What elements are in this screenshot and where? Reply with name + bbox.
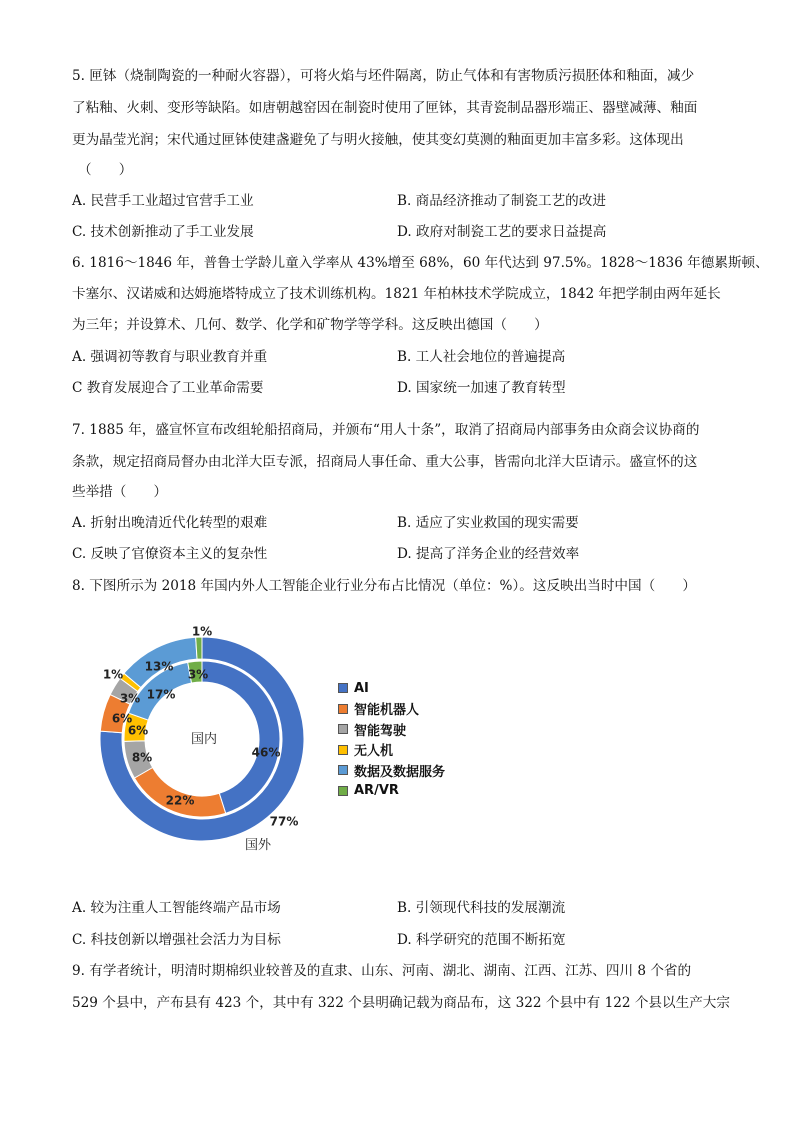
outer-label-ai: 77% [269,814,299,829]
inner-label-ar-vr: 3% [187,667,209,682]
inner-label-data-service: 17% [146,687,176,702]
q8-option-a: A. 较为注重人工智能终端产品市场 [72,900,281,916]
q9-line-1: 9. 有学者统计，明清时期棉织业较普及的直隶、山东、河南、湖北、湖南、江西、江苏、四川 8 个省的 [72,963,692,979]
outer-series-name: 国外 [244,838,272,853]
q9-line-2: 529 个县中，产布县有 423 个，其中有 322 个县明确记载为商品布，这 322 个县中有 122 个县以生产大宗 [72,995,730,1011]
q5-option-a: A. 民营手工业超过官营手工业 [72,193,254,209]
q5-option-d: D. 政府对制瓷工艺的要求日益提高 [397,224,607,240]
q7-line-3: 些举措（ ） [72,484,168,500]
legend-label-robot: 智能机器人 [354,703,420,719]
q6-option-b: B. 工人社会地位的普遍提高 [397,349,566,365]
q7-line-2: 条款，规定招商局督办由北洋大臣专派，招商局人事任命、重大公事，皆需向北洋大臣请示。盛宣怀的这 [72,454,698,470]
q7-option-b: B. 适应了实业救国的现实需要 [397,515,579,531]
q6-option-a: A. 强调初等教育与职业教育并重 [72,349,268,365]
legend-label-data-service: 数据及数据服务 [354,764,446,780]
legend-item-robot [338,699,445,720]
legend-swatch-robot [338,704,348,714]
chart-legend [338,678,445,801]
legend-swatch-data-service [338,765,348,775]
legend-item-drone [338,740,445,761]
q5-line-4: （ ） [78,162,133,178]
legend-item-driving [338,719,445,740]
inner-label-driving: 8% [131,750,153,765]
q8-option-b: B. 引领现代科技的发展潮流 [397,900,566,916]
outer-label-robot: 6% [111,711,133,726]
q7-option-a: A. 折射出晚清近代化转型的艰难 [72,515,268,531]
legend-item-data-service [338,760,445,781]
legend-swatch-driving [338,724,348,734]
q6-line-1: 6. 1816～1846 年，普鲁士学龄儿童入学率从 43%增至 68%，60 年代达到 97.5%。1828～1836 年德累斯顿、 [72,255,769,271]
outer-label-drone: 1% [102,667,124,682]
legend-item-ar-vr [338,781,445,802]
inner-label-ai: 46% [251,745,281,760]
q5-option-b: B. 商品经济推动了制瓷工艺的改进 [397,193,606,209]
q8-option-c: C. 科技创新以增强社会活力为目标 [72,932,281,948]
q7-option-c: C. 反映了官僚资本主义的复杂性 [72,546,268,562]
q8-option-d: D. 科学研究的范围不断拓宽 [397,932,566,948]
q8-line-1: 8. 下图所示为 2018 年国内外人工智能企业行业分布占比情况（单位：%）。这反映出当时中国（ ） [72,578,696,594]
legend-label-drone: 无人机 [354,744,394,760]
inner-series-name: 国内 [190,732,218,747]
legend-label-driving: 智能驾驶 [354,723,407,739]
q7-option-d: D. 提高了洋务企业的经营效率 [397,546,580,562]
q6-line-2: 卡塞尔、汉诺威和达姆施塔特成立了技术训练机构。1821 年柏林技术学院成立，1842 年把学制由两年延长 [72,286,721,302]
legend-swatch-ai [338,683,348,693]
q7-line-1: 7. 1885 年，盛宣怀宣布改组轮船招商局，并颁布“用人十条”，取消了招商局内部事务由众商会议协商的 [72,422,700,438]
inner-label-robot: 22% [165,793,195,808]
q5-option-c: C. 技术创新推动了手工业发展 [72,224,254,240]
q6-option-c: C 教育发展迎合了工业革命需要 [72,380,264,396]
legend-label-ar-vr: AR/VR [354,783,399,799]
outer-label-ar-vr: 1% [191,624,213,639]
q5-line-2: 了粘釉、火刺、变形等缺陷。如唐朝越窑因在制瓷时使用了匣钵，其青瓷制品器形端正、器壁减薄、釉面 [72,100,698,116]
outer-label-data-service: 13% [144,659,174,674]
double-donut-chart [96,615,516,865]
q6-option-d: D. 国家统一加速了教育转型 [397,380,566,396]
q5-line-3: 更为晶莹光润；宋代通过匣钵使建盏避免了与明火接触，使其变幻莫测的釉面更加丰富多彩。这体现出 [72,132,684,148]
q5-line-1: 5. 匣钵（烧制陶瓷的一种耐火容器），可将火焰与坯件隔离，防止气体和有害物质污损胚体和釉面，减少 [72,68,695,84]
inner-label-drone: 6% [127,723,149,738]
outer-label-driving: 3% [119,691,141,706]
legend-swatch-drone [338,745,348,755]
legend-label-ai: AI [354,680,369,696]
legend-swatch-ar-vr [338,786,348,796]
legend-item-ai [338,678,445,699]
q6-line-3: 为三年；并设算术、几何、数学、化学和矿物学等学科。这反映出德国（ ） [72,317,548,333]
outer-slice-ar-vr [196,637,202,659]
